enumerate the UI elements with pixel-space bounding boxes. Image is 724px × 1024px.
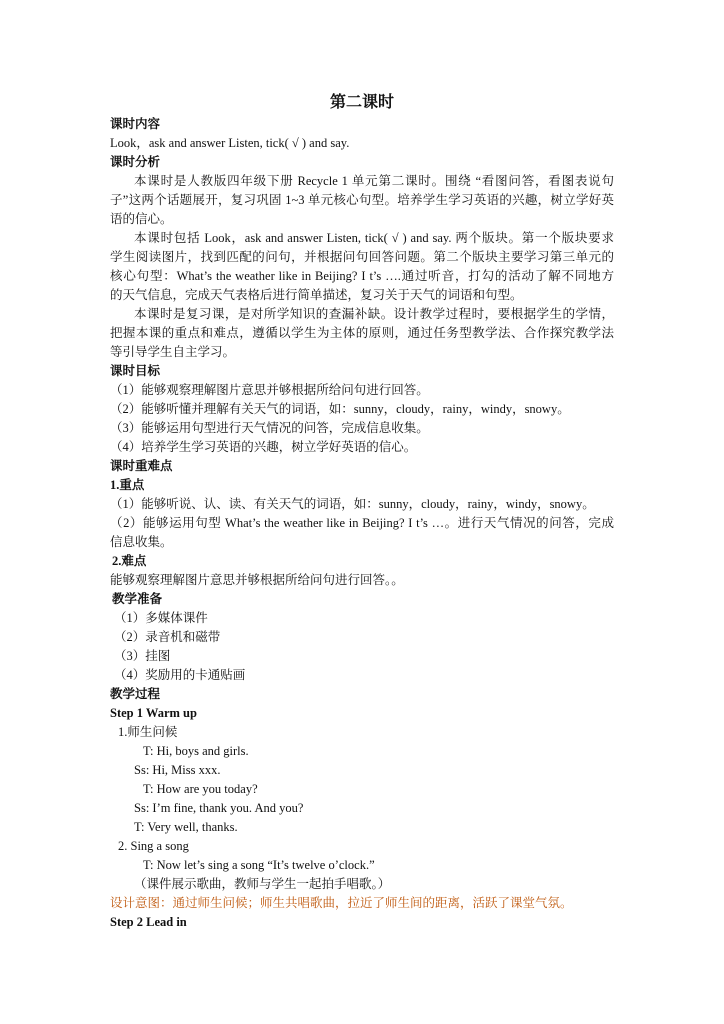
analysis-p2-line4: 的天气信息，完成天气表格后进行简单描述，复习关于天气的词语和句型。 bbox=[110, 288, 523, 302]
section-heading-preparation: 教学准备 bbox=[112, 592, 163, 606]
subheading-difficulty: 2.难点 bbox=[112, 554, 147, 568]
page-title: 第二课时 bbox=[329, 94, 394, 111]
section-heading-content: 课时内容 bbox=[110, 117, 161, 131]
activity-heading: 2. Sing a song bbox=[118, 839, 189, 853]
prep-item: （4）奖励用的卡通贴画 bbox=[114, 668, 246, 682]
goal-item: （2）能够听懂并理解有关天气的词语，如：sunny，cloudy，rainy，windy，snowy。 bbox=[110, 402, 570, 416]
design-intent-note: 设计意图：通过师生问候；师生共唱歌曲，拉近了师生间的距离，活跃了课堂气氛。 bbox=[110, 896, 573, 910]
section-heading-analysis: 课时分析 bbox=[110, 155, 161, 169]
dialog-line: T: Now let’s sing a song “It’s twelve o’clock.” bbox=[143, 858, 375, 872]
goal-item: （3）能够运用句型进行天气情况的问答，完成信息收集。 bbox=[110, 421, 429, 435]
dialog-line: Ss: Hi, Miss xxx. bbox=[134, 763, 221, 777]
analysis-p1-line2: 子”这两个话题展开，复习巩固 1~3 单元核心句型。培养学生学习英语的兴趣，树立学好英 bbox=[110, 193, 614, 207]
analysis-p3-line3: 等引导学生自主学习。 bbox=[110, 345, 236, 359]
step-heading: Step 2 Lead in bbox=[110, 915, 187, 929]
analysis-p2-line3: 核心句型：What’s the weather like in Beijing? I t’s ….通过听音，打勾的活动了解不同地方 bbox=[110, 269, 614, 283]
section-heading-key-points: 课时重难点 bbox=[110, 459, 173, 473]
section-heading-process: 教学过程 bbox=[110, 687, 161, 701]
dialog-line: T: Very well, thanks. bbox=[134, 820, 238, 834]
lesson-content-text: Look，ask and answer Listen, tick( √ ) and say. bbox=[110, 136, 350, 150]
section-heading-goals: 课时目标 bbox=[110, 364, 161, 378]
dialog-line: T: Hi, boys and girls. bbox=[143, 744, 249, 758]
prep-item: （3）挂图 bbox=[114, 649, 171, 663]
dialog-line: T: How are you today? bbox=[143, 782, 258, 796]
difficulty-item: 能够观察理解图片意思并够根据所给问句进行回答。。 bbox=[110, 573, 404, 587]
key-item-continued: 信息收集。 bbox=[110, 535, 173, 549]
activity-heading: 1.师生问候 bbox=[118, 725, 178, 739]
step-heading: Step 1 Warm up bbox=[110, 706, 197, 720]
dialog-line: Ss: I’m fine, thank you. And you? bbox=[134, 801, 304, 815]
activity-note: （课件展示歌曲，教师与学生一起拍手唱歌。） bbox=[134, 877, 391, 891]
analysis-p3-line1: 本课时是复习课，是对所学知识的查漏补缺。设计教学过程时，要根据学生的学情， bbox=[134, 307, 614, 321]
goal-item: （1）能够观察理解图片意思并够根据所给问句进行回答。 bbox=[110, 383, 429, 397]
prep-item: （1）多媒体课件 bbox=[114, 611, 208, 625]
analysis-p1-line1: 本课时是人教版四年级下册 Recycle 1 单元第二课时。围绕 “看图问答，看图表说句 bbox=[134, 174, 614, 188]
key-item: （2）能够运用句型 What’s the weather like in Beijing? I t’s …。进行天气情况的问答，完成 bbox=[110, 516, 614, 530]
analysis-p2-line1: 本课时包括 Look，ask and answer Listen, tick( √ ) and say. 两个版块。第一个版块要求 bbox=[134, 231, 614, 245]
analysis-p2-line2: 学生阅读图片，找到匹配的问句，并根据问句回答问题。第二个版块主要学习第三单元的 bbox=[110, 250, 614, 264]
subheading-key: 1.重点 bbox=[110, 478, 145, 492]
analysis-p1-line3: 语的信心。 bbox=[110, 212, 173, 226]
goal-item: （4）培养学生学习英语的兴趣，树立学好英语的信心。 bbox=[110, 440, 417, 454]
key-item: （1）能够听说、认、读、有关天气的词语，如：sunny，cloudy，rainy，windy，snowy。 bbox=[110, 497, 595, 511]
prep-item: （2）录音机和磁带 bbox=[114, 630, 221, 644]
analysis-p3-line2: 把握本课的重点和难点，遵循以学生为主体的原则，通过任务型教学法、合作探究教学法 bbox=[110, 326, 614, 340]
